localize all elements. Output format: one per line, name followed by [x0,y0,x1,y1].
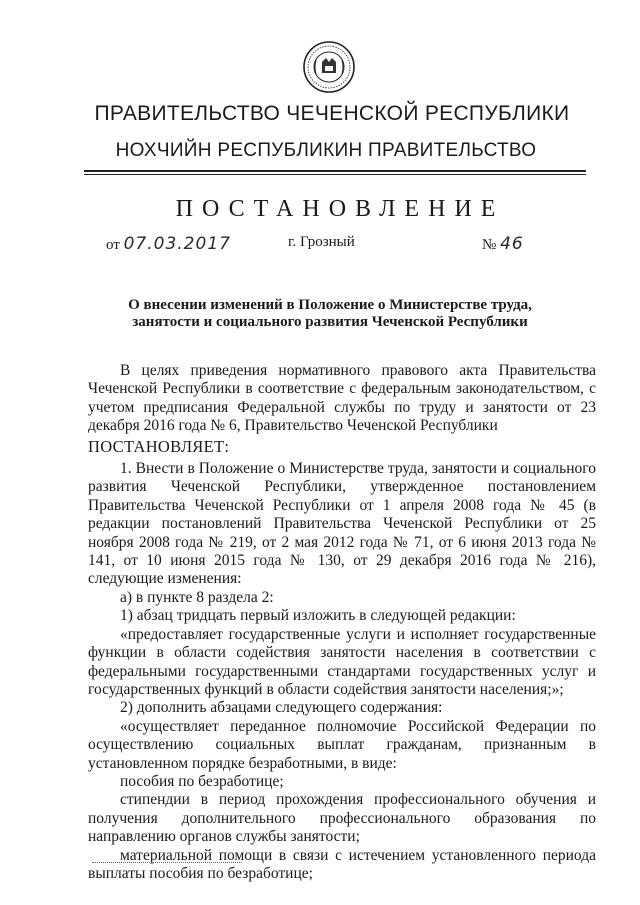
resolves-heading: ПОСТАНОВЛЯЕТ: [88,436,230,456]
subitem-a: а) в пункте 8 раздела 2: [120,588,274,606]
list-line-3: материальной помощи в связи с истечением установленного периода выплаты пособия по безработице; [88,846,596,882]
header-divider-thin [84,174,586,175]
list-line-2: стипендии в период прохождения профессионального обучения и получения дополнительного профессионального образования по направлению органов службы занятости; [88,791,596,846]
number-value: 46 [500,234,524,254]
list-line-1: пособия по безработице; [120,772,284,790]
subitem-a-2: 2) дополнить абзацами следующего содержания: [120,699,443,717]
document-subject: О внесении изменений в Положение о Министерстве труда, занятости и социального развития Чеченской Республики [128,297,532,330]
document-city: г. Грозный [288,234,355,250]
document-body [88,362,596,883]
subitem-a-1: 1) абзац тридцать первый изложить в следующей редакции: [120,607,516,625]
footer-scan-mark [92,862,242,866]
document-type: ПОСТАНОВЛЕНИЕ [175,196,505,222]
government-title-ru: ПРАВИТЕЛЬСТВО ЧЕЧЕНСКОЙ РЕСПУБЛИКИ [94,102,570,125]
date-value: 07.03.2017 [123,234,231,254]
date-prefix: от [106,237,120,253]
coat-of-arms-emblem [302,40,356,94]
quote-2: «осуществляет переданное полномочие Российской Федерации по осуществлению социальных выплат гражданам, признанным в установленном порядке безработными, в виде: [88,717,596,772]
document-date [106,234,231,254]
header-divider [84,170,586,172]
quote-1: «предоставляет государственные услуги и исполняет государственные функции в области содействия занятости населения в соответствии с федеральными государственными стандартами государственных услуг и государственных функций в области содействия занятости населения;»; [88,625,596,698]
item-1-paragraph: 1. Внести в Положение о Министерстве труда, занятости и социального развития Чеченской Республики, утвержденное постановлением Правительства Чеченской Республики от 1 апреля 2008 года № 45 (в редакции постановлений Правительства Чеченской Республики от 25 ноября 2008 года № 219, от 2 мая 2012 года № 71, от 6 июня 2013 года № 141, от 10 июня 2015 года № 130, от 29 декабря 2016 года № 216), следующие изменения: [88,460,596,588]
preamble-paragraph: В целях приведения нормативного правового акта Правительства Чеченской Республики в соответствие с федеральным законодательством, с учетом предписания Федеральной службы по труду и занятости от 23 декабря 2016 года № 6, Правительство Чеченской Республики [88,362,596,435]
number-prefix: № [482,237,497,253]
government-title-ce: НОХЧИЙН РЕСПУБЛИКИН ПРАВИТЕЛЬСТВО [115,140,537,161]
document-number [482,234,524,254]
